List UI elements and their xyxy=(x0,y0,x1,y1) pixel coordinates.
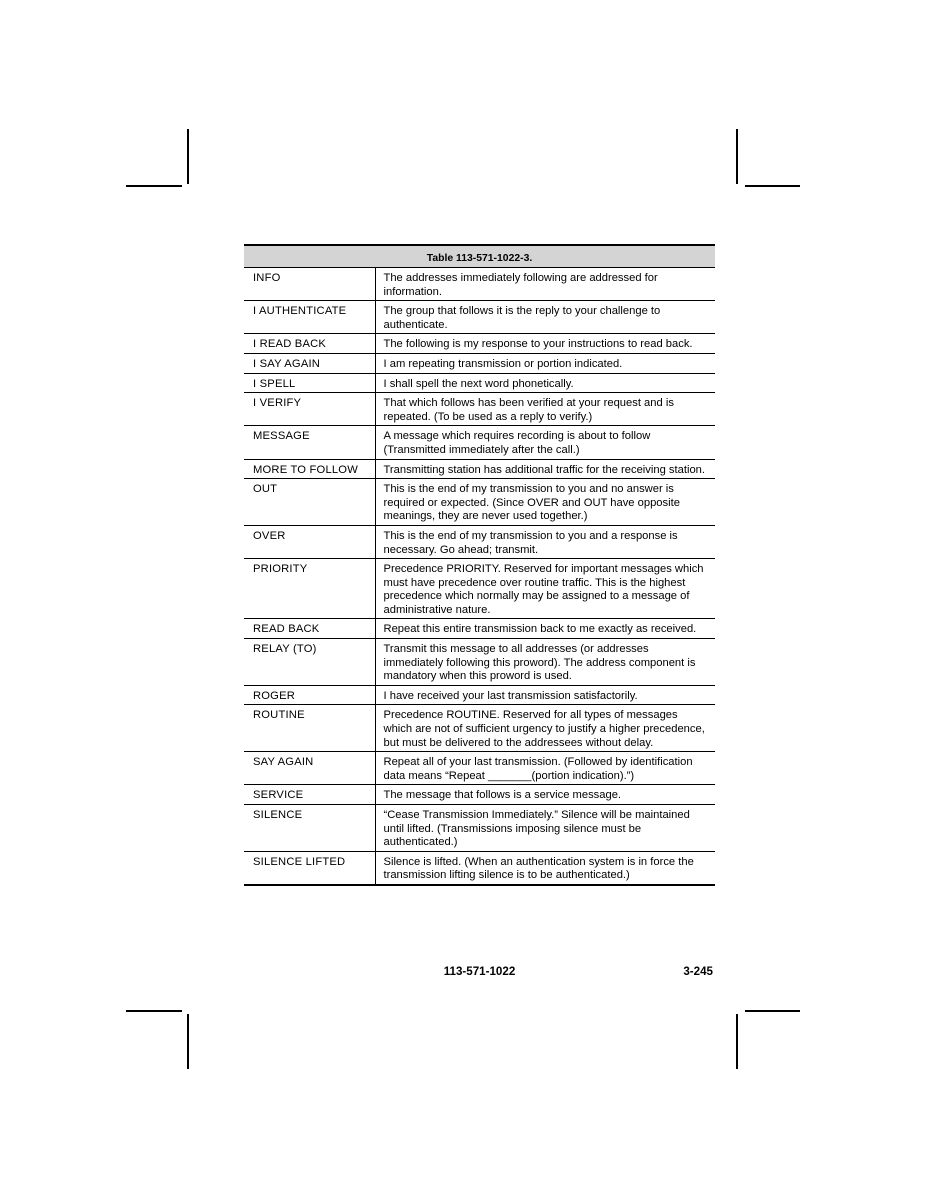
proword-definition: A message which requires recording is about to follow (Transmitted immediately after the call.) xyxy=(375,426,715,459)
proword-term: SAY AGAIN xyxy=(244,752,375,785)
proword-term: OVER xyxy=(244,525,375,558)
proword-term: I AUTHENTICATE xyxy=(244,301,375,334)
crop-mark-top-left-vertical xyxy=(187,129,189,184)
proword-definition: The following is my response to your instructions to read back. xyxy=(375,334,715,354)
proword-term: INFO xyxy=(244,268,375,301)
table-row xyxy=(244,559,715,619)
proword-term: ROGER xyxy=(244,685,375,705)
table-row xyxy=(244,373,715,393)
table-row xyxy=(244,479,715,526)
proword-term: ROUTINE xyxy=(244,705,375,752)
table-row xyxy=(244,705,715,752)
table-row xyxy=(244,619,715,639)
proword-term: SERVICE xyxy=(244,785,375,805)
proword-term: RELAY (TO) xyxy=(244,639,375,686)
table-title: Table 113-571-1022-3. xyxy=(244,245,715,268)
proword-definition: The addresses immediately following are addressed for information. xyxy=(375,268,715,301)
table-row xyxy=(244,785,715,805)
proword-definition: The message that follows is a service message. xyxy=(375,785,715,805)
proword-term: MORE TO FOLLOW xyxy=(244,459,375,479)
table-row xyxy=(244,752,715,785)
proword-definition: The group that follows it is the reply to your challenge to authenticate. xyxy=(375,301,715,334)
table-row xyxy=(244,525,715,558)
proword-definition: That which follows has been verified at your request and is repeated. (To be used as a reply to verify.) xyxy=(375,393,715,426)
proword-definition: I have received your last transmission satisfactorily. xyxy=(375,685,715,705)
proword-term: MESSAGE xyxy=(244,426,375,459)
proword-definition: This is the end of my transmission to you and no answer is required or expected. (Since OVER and OUT have opposite meanings, they are never used together.) xyxy=(375,479,715,526)
table-row xyxy=(244,639,715,686)
proword-definition: “Cease Transmission Immediately.” Silence will be maintained until lifted. (Transmissions imposing silence must be authenticated.) xyxy=(375,805,715,852)
proword-definition: Repeat all of your last transmission. (Followed by identification data means “Repeat _______(portion indication).”) xyxy=(375,752,715,785)
table-header-row xyxy=(244,245,715,268)
proword-term: PRIORITY xyxy=(244,559,375,619)
table-row xyxy=(244,301,715,334)
proword-definition: I shall spell the next word phonetically. xyxy=(375,373,715,393)
crop-mark-top-left-horizontal xyxy=(126,185,182,187)
crop-mark-bottom-right-horizontal xyxy=(745,1010,800,1012)
proword-definition: Transmit this message to all addresses (or addresses immediately following this proword). The address component is mandatory when this proword is used. xyxy=(375,639,715,686)
proword-term: I READ BACK xyxy=(244,334,375,354)
proword-table xyxy=(244,244,715,886)
proword-definition: I am repeating transmission or portion indicated. xyxy=(375,353,715,373)
table-row xyxy=(244,393,715,426)
table-row xyxy=(244,426,715,459)
crop-mark-top-right-horizontal xyxy=(745,185,800,187)
footer-document-number: 113-571-1022 xyxy=(443,965,516,978)
table-body xyxy=(244,268,715,885)
proword-definition: Precedence ROUTINE. Reserved for all types of messages which are not of sufficient urgency to justify a higher precedence, but must be delivered to the addressees without delay. xyxy=(375,705,715,752)
table-row xyxy=(244,353,715,373)
table-row xyxy=(244,805,715,852)
proword-definition: Transmitting station has additional traffic for the receiving station. xyxy=(375,459,715,479)
table-row xyxy=(244,268,715,301)
proword-term: SILENCE LIFTED xyxy=(244,851,375,885)
proword-definition: This is the end of my transmission to you and a response is necessary. Go ahead; transmit. xyxy=(375,525,715,558)
crop-mark-bottom-right-vertical xyxy=(736,1014,738,1069)
proword-term: I SAY AGAIN xyxy=(244,353,375,373)
crop-mark-top-right-vertical xyxy=(736,129,738,184)
proword-term: OUT xyxy=(244,479,375,526)
crop-mark-bottom-left-vertical xyxy=(187,1014,189,1069)
proword-definition: Repeat this entire transmission back to me exactly as received. xyxy=(375,619,715,639)
table-row xyxy=(244,334,715,354)
table-row xyxy=(244,851,715,885)
proword-term: READ BACK xyxy=(244,619,375,639)
table-row xyxy=(244,685,715,705)
table-row xyxy=(244,459,715,479)
proword-term: I SPELL xyxy=(244,373,375,393)
crop-mark-bottom-left-horizontal xyxy=(126,1010,182,1012)
proword-term: SILENCE xyxy=(244,805,375,852)
proword-definition: Precedence PRIORITY. Reserved for important messages which must have precedence over routine traffic. This is the highest precedence which normally may be assigned to a message of administrative nature. xyxy=(375,559,715,619)
proword-term: I VERIFY xyxy=(244,393,375,426)
proword-definition: Silence is lifted. (When an authentication system is in force the transmission lifting silence is to be authenticated.) xyxy=(375,851,715,885)
footer-page-number: 3-245 xyxy=(683,965,713,978)
